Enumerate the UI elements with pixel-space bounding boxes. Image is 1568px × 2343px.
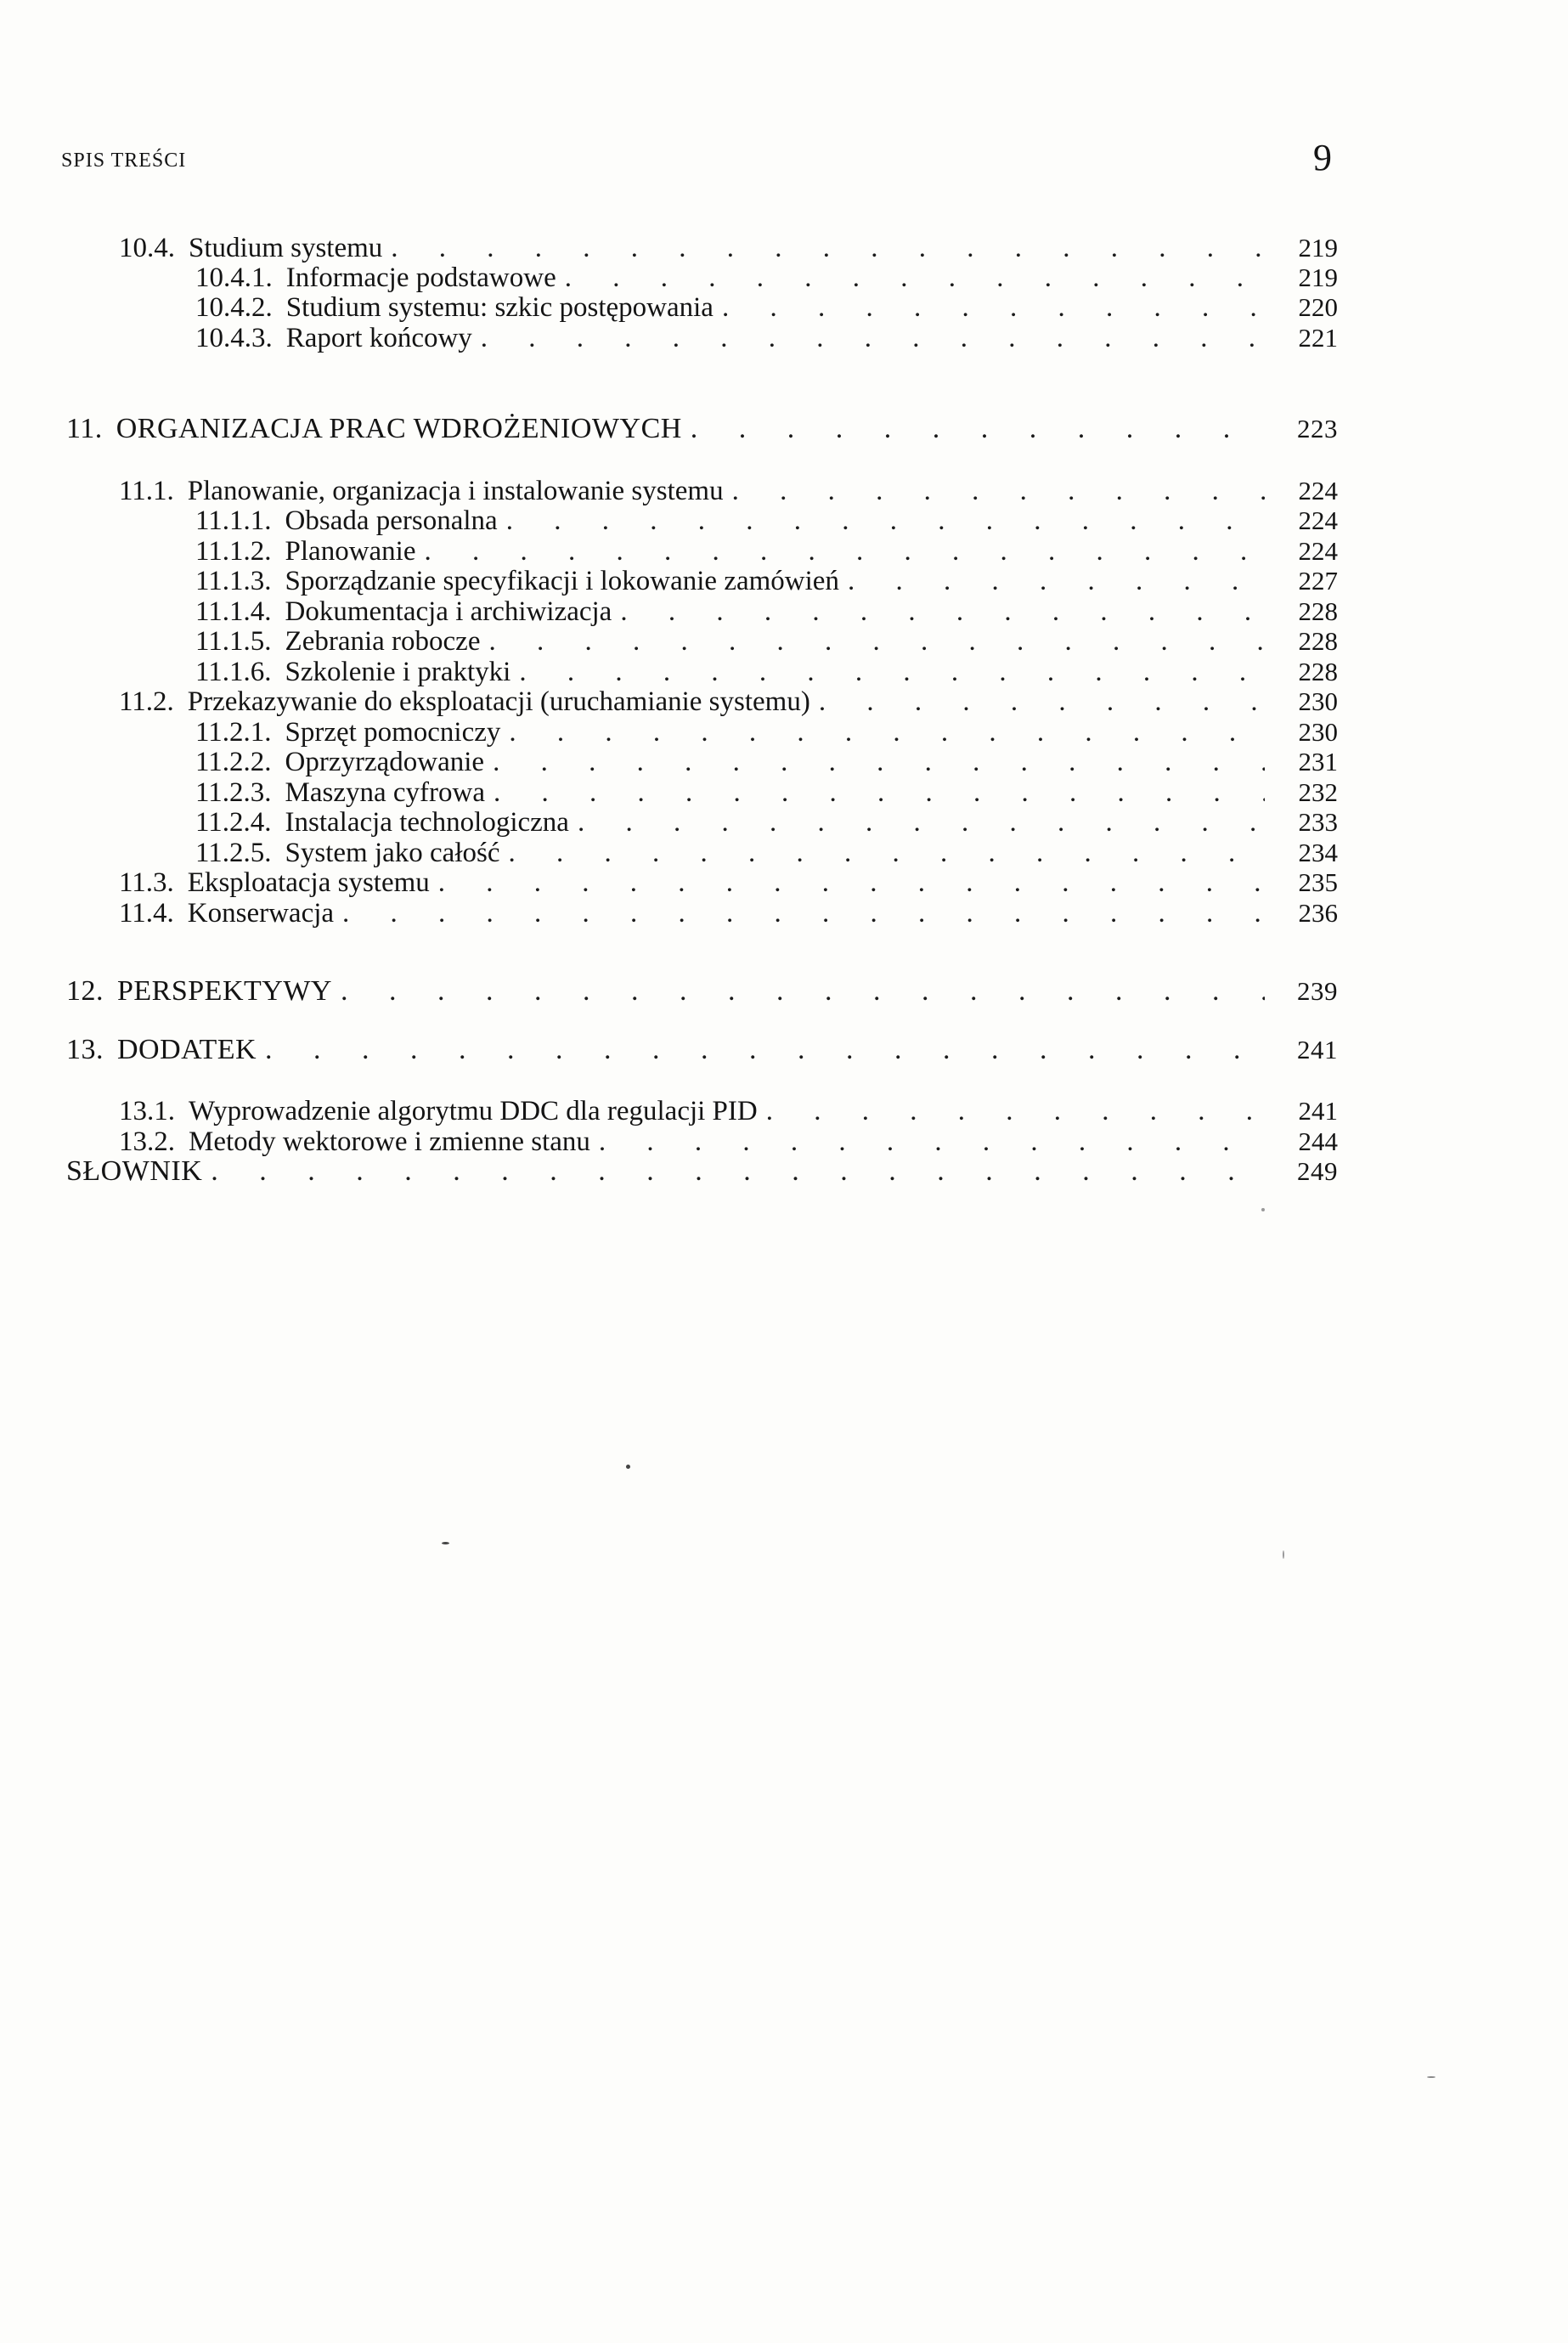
dot-leader: [848, 564, 1265, 598]
toc-entry-number: 11.: [66, 413, 103, 444]
toc-entry-page: 219: [1298, 263, 1338, 292]
dot-leader: [488, 624, 1265, 658]
toc-entry: [195, 534, 1338, 568]
toc-entry-title: Studium systemu: [189, 233, 383, 263]
toc-entry-number: 11.1.2.: [195, 536, 272, 567]
toc-entry-title: Obsada personalna: [285, 505, 498, 536]
toc-entry: [195, 745, 1338, 779]
toc-chapter-entry: [66, 1155, 1338, 1188]
toc-entry-page: 224: [1298, 505, 1338, 535]
toc-entry: [195, 261, 1338, 295]
toc-entry-title: Informacje podstawowe: [285, 263, 556, 293]
toc-entry-number: 10.4.2.: [195, 292, 273, 323]
dot-leader: [438, 866, 1265, 900]
dot-leader: [391, 231, 1265, 265]
toc-entry-number: 11.3.: [119, 867, 174, 898]
dot-leader: [519, 655, 1265, 689]
toc-entry-title: Zebrania robocze: [285, 626, 481, 657]
toc-entry-title: Studium systemu: szkic postępowania: [285, 292, 713, 323]
toc-entry-number: 13.2.: [119, 1126, 175, 1157]
toc-entry: [195, 655, 1338, 689]
toc-entry: [119, 866, 1338, 900]
toc-entry-title: Planowanie: [285, 536, 416, 567]
toc-entry-title: PERSPEKTYWY: [117, 975, 332, 1007]
toc-entry-title: Sprzęt pomocniczy: [285, 717, 501, 748]
dot-leader: [599, 1125, 1265, 1159]
toc-entry-page: 236: [1298, 898, 1338, 928]
toc-entry: [195, 715, 1338, 749]
toc-entry-number: 11.2.4.: [195, 807, 272, 838]
toc-entry-page: 233: [1298, 807, 1338, 837]
toc-entry-number: 11.1.1.: [195, 505, 272, 536]
toc-entry-title: Wyprowadzenie algorytmu DDC dla regulacji PID: [189, 1096, 758, 1126]
toc-entry-number: 10.4.1.: [195, 263, 273, 293]
toc-entry: [195, 836, 1338, 870]
toc-entry-number: 11.2.: [119, 686, 174, 717]
toc-entry-number: 10.4.3.: [195, 323, 273, 353]
toc-entry-page: 224: [1298, 536, 1338, 566]
print-speck: [1283, 1550, 1284, 1559]
toc-chapter-entry: [66, 412, 1338, 446]
toc-entry-number: 13.1.: [119, 1096, 175, 1126]
dot-leader: [494, 776, 1265, 810]
toc-entry-number: 11.1.3.: [195, 566, 272, 596]
print-speck: [442, 1542, 449, 1544]
toc-entry-title: DODATEK: [117, 1034, 257, 1065]
toc-entry: [195, 321, 1338, 355]
dot-leader: [508, 836, 1265, 870]
toc-entry-number: 10.4.: [119, 233, 175, 263]
toc-entry: [195, 624, 1338, 658]
dot-leader: [691, 412, 1265, 446]
toc-entry-title: System jako całość: [285, 838, 500, 868]
toc-entry-number: 11.2.5.: [195, 838, 272, 868]
dot-leader: [732, 474, 1265, 508]
toc-entry-number: 11.1.: [119, 476, 174, 506]
toc-entry-page: 228: [1298, 596, 1338, 626]
toc-entry-number: 11.1.5.: [195, 626, 272, 657]
toc-entry: [195, 504, 1338, 538]
dot-leader: [493, 745, 1265, 779]
toc-entry-title: Oprzyrządowanie: [285, 747, 485, 777]
toc-entry-title: ORGANIZACJA PRAC WDROŻENIOWYCH: [116, 413, 682, 444]
dot-leader: [578, 805, 1265, 839]
toc-entry-number: 11.1.6.: [195, 657, 272, 687]
toc-entry-page: 223: [1297, 414, 1338, 443]
toc-entry-page: 224: [1298, 476, 1338, 505]
toc-entry-number: 11.2.1.: [195, 717, 272, 748]
dot-leader: [819, 685, 1265, 719]
toc-entry-page: 228: [1298, 626, 1338, 656]
toc-entry-page: 232: [1298, 777, 1338, 807]
toc-entry-number: 11.4.: [119, 898, 174, 929]
toc-entry-title: Eksploatacja systemu: [187, 867, 430, 898]
toc-entry-title: Przekazywanie do eksploatacji (uruchamianie systemu): [187, 686, 810, 717]
toc-entry-page: 249: [1297, 1156, 1338, 1186]
toc-entry: [119, 474, 1338, 508]
toc-entry-title: Szkolenie i praktyki: [285, 657, 511, 687]
toc-entry: [119, 1125, 1338, 1159]
toc-entry-page: 219: [1298, 233, 1338, 263]
toc-entry-page: 239: [1297, 976, 1338, 1006]
dot-leader: [766, 1094, 1265, 1128]
running-head: SPIS TREŚCI: [61, 150, 187, 172]
dot-leader: [481, 321, 1265, 355]
toc-entry-title: Dokumentacja i archiwizacja: [285, 596, 612, 627]
toc-entry-page: 244: [1298, 1126, 1338, 1156]
dot-leader: [425, 534, 1266, 568]
toc-entry: [119, 896, 1338, 930]
toc-entry: [195, 564, 1338, 598]
dot-leader: [211, 1155, 1265, 1188]
toc-entry-title: Planowanie, organizacja i instalowanie systemu: [187, 476, 724, 506]
toc-entry: [119, 685, 1338, 719]
toc-entry: [195, 595, 1338, 629]
toc-entry: [119, 1094, 1338, 1128]
toc-chapter-entry: [66, 1033, 1338, 1067]
toc-entry-page: 234: [1298, 838, 1338, 867]
toc-entry-page: 227: [1298, 566, 1338, 596]
toc-entry-title: Metody wektorowe i zmienne stanu: [189, 1126, 590, 1157]
toc-entry-title: Instalacja technologiczna: [285, 807, 569, 838]
toc-entry-number: 13.: [66, 1034, 104, 1065]
toc-entry: [195, 776, 1338, 810]
print-speck: [1427, 2076, 1435, 2078]
toc-entry-number: 11.1.4.: [195, 596, 272, 627]
toc-entry-number: 12.: [66, 975, 104, 1007]
toc-entry-page: 221: [1298, 323, 1338, 353]
toc-entry-title: Maszyna cyfrowa: [285, 777, 486, 808]
toc-entry-page: 230: [1298, 717, 1338, 747]
toc-entry-number: 11.2.2.: [195, 747, 272, 777]
toc-entry-page: 231: [1298, 747, 1338, 776]
toc-entry-title: Raport końcowy: [285, 323, 472, 353]
toc-entry-page: 241: [1298, 1096, 1338, 1126]
toc-entry-page: 220: [1298, 292, 1338, 322]
toc-entry: [195, 291, 1338, 325]
dot-leader: [265, 1033, 1265, 1067]
toc-entry-title: Konserwacja: [187, 898, 335, 929]
dot-leader: [342, 896, 1265, 930]
toc-entry-page: 228: [1298, 657, 1338, 686]
toc-chapter-entry: [66, 974, 1338, 1008]
toc-entry: [195, 805, 1338, 839]
toc-entry-page: 241: [1297, 1035, 1338, 1064]
toc-entry: [119, 231, 1338, 265]
dot-leader: [506, 504, 1265, 538]
dot-leader: [722, 291, 1265, 325]
toc-entry-page: 230: [1298, 686, 1338, 716]
toc-entry-page: 235: [1298, 867, 1338, 897]
print-speck: [626, 1465, 630, 1469]
dot-leader: [565, 261, 1265, 295]
toc-entry-title: Sporządzanie specyfikacji i lokowanie zamówień: [285, 566, 839, 596]
dot-leader: [620, 595, 1265, 629]
print-speck: [1261, 1208, 1265, 1211]
toc-entry-number: 11.2.3.: [195, 777, 272, 808]
dot-leader: [509, 715, 1265, 749]
page-number: 9: [1313, 137, 1332, 178]
dot-leader: [341, 974, 1265, 1008]
toc-entry-title: SŁOWNIK: [66, 1155, 203, 1187]
